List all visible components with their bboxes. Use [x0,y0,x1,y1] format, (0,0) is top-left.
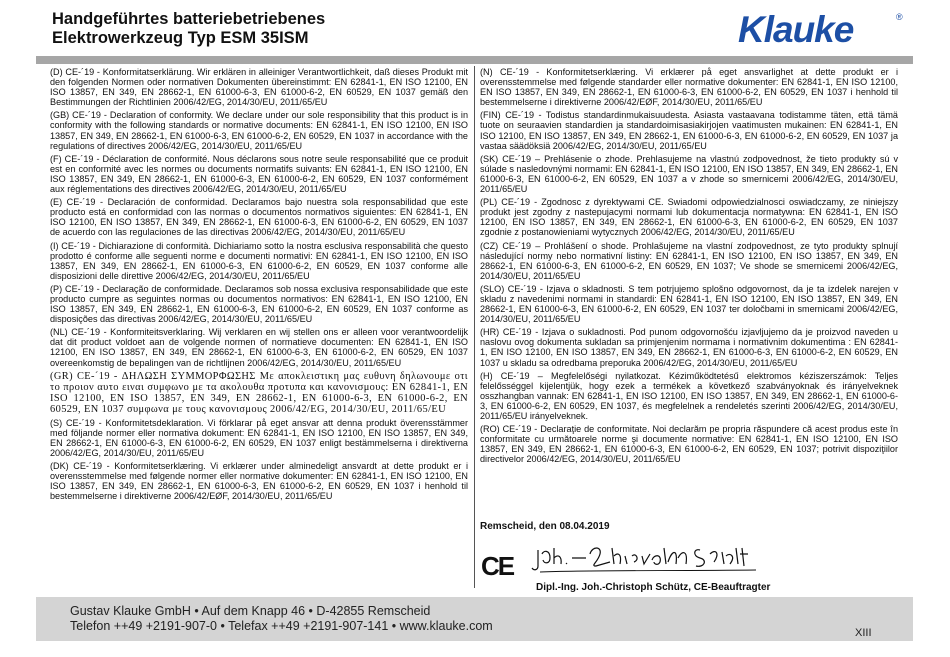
declaration-text: CE-´19 - Declaraţie de conformitate. Noi declarăm pe propria răspundere că acest produs este în conformitate cu următoarele norme şi documente normative: EN 62841-1, EN ISO 12100, EN ISO 13857, EN 349, EN 28662-1, EN 61000-6-3, EN 61000-6-2, EN 60529, EN 1037; potrivit dispoziţiilor directivelor 2006/42/EG, 2014/30/EU, 2011/65/EU [480,424,899,465]
language-code: (I) [50,240,59,251]
registered-mark: ® [896,12,903,22]
declaration-text: CE-´19 - Konformitetsdeklaration. Vi förklarar på eget ansvar att denna produkt överensstämmer med följande normer eller normativa dokument: EN 62841-1, EN ISO 12100, EN ISO 13857, EN 349, EN 28662-1, EN 61000-6-3, EN 61000-6-2, EN 60529, EN 1037 enligt bestämmelserna i direktiverna 2006/42/EG, 2014/30/EU, 2011/65/EU [50,417,469,458]
language-code: (CZ) [480,240,499,251]
language-code: (PL) [480,197,498,208]
declarations-right-column [480,67,898,467]
declaration-text: CE-´19 – Prehlásenie o zhode. Prehlasujeme na vlastnú zodpovednost, že tieto produkty sú v súlade s nasledovnými normami: EN 62841-1, EN ISO 12100, EN ISO 13857, EN 349, EN 28662-1, EN 61000-6-3, EN 61000-6-2, EN 60529, EN 1037 a v zhode so smernicemi 2006/42/EG, 2014/30/EU, 2011/65/EU [480,153,898,195]
language-code: (HR) [480,327,500,338]
declaration-paragraph [480,154,898,194]
declaration-paragraph [480,371,898,421]
language-code: (F) [50,153,62,164]
column-divider [474,66,475,588]
declaration-text: CE-´19 - Todistus standardinmukaisuudesta. Asiasta vastaavana todistamme täten, että tämä tuote on seuraavien standardien ja standardoimisasiakirjojen vaatimusten mukainen: EN 62841-1, EN ISO 12100, EN ISO 13857, EN 349, EN 28662-1, EN 61000-6-3, EN 61000-6-2, EN 60529, EN 1037 ja vastaa säädöksiä 2006/42/EG, 2014/30/EU, 2011/65/EU [480,110,898,151]
language-code: (S) [50,417,63,428]
ce-mark-icon: CE [481,551,514,581]
title-line-2: Elektrowerkzeug Typ ESM 35ISM [52,29,309,47]
declaration-paragraph [480,241,898,281]
declaration-text: CE-´19 - Izjava o sukladnosti. Pod punom odgovornošću izjavljujemo da je proizvod naveden u naslovu ovog dokumenta sukladan sa primjenjenim normama i normativnim dokumentima : EN 62841-1, EN ISO 12100, EN ISO 13857, EN 349, EN 28662-1, EN 61000-6-3, EN 61000-6-2, EN 60529, EN 1037 u skladu sa odredbama preporuka 2006/42/EG, 2014/30/EU, 2011/65/EU [480,327,898,368]
declaration-text: CE-´19 – Megfelelőségi nyilatkozat. Kéziműködtetésű elektromos kéziszerszámok: Teljes felelősséggel kijelentjük, hogy ezek a termékek a következő szabványoknak és irányelveknek osszhangban vannak: EN 62841-1, EN ISO 12100, EN ISO 13857, EN 349, EN 28662-1, EN 61000-6-3, EN 61000-6-2, EN 60529, EN 1037, és megfelelnek a rendeletés szerinti 2006/42/EG, 2014/30/EU, 2011/65/EU irányelveknek. [480,370,898,421]
declaration-paragraph [50,197,468,237]
declaration-text: CE-´19 - Declaración de conformidad. Declaramos bajo nuestra sola responsabilidad que este producto está en conformidad con las normas o documentos normativos siguientes: EN 62841-1, EN ISO 12100, EN ISO 13857, EN 349, EN 28662-1, EN 61000-6-3, EN 61000-6-2, EN 60529, EN 1037 de acuerdo con las regulaciones de las directivas 2006/42/EG, 2014/30/EU, 2011/65/EU [50,197,468,238]
language-code: (D) [50,67,63,77]
declaration-text: CE-´19 - Declaração de conformidade. Declaramos sob nossa exclusiva responsabilidade que este producto cumpre as seguintes normas ou documentos normativos: EN 62841-1, EN ISO 12100, EN ISO 13857, EN 349, EN 28662-1, EN 61000-6-3, EN 61000-6-2, EN 60529, EN 1037 conforme as disposições das directivas 2006/42/EG, 2014/30/EU, 2011/65/EU [50,283,469,325]
declarations-left-column [50,67,468,504]
declaration-text: CE-´19 - Konformitetserklæring. Vi erklærer på eget ansvarlighet at dette produkt er i overensstemmelse med følgende standarder eller normative dokumenter: EN 62841-1, EN ISO 12100, EN ISO 13857, EN 349, EN 28662-1, EN 61000-6-3, EN 61000-6-2, EN 60529, EN 1037 i henhold til bestemmelserne i direktiverne 2006/42/EØF, 2014/30/EU, 2011/65/EU [480,67,898,108]
declaration-paragraph [50,154,468,194]
footer-phone-web: Telefon ++49 +2191-907-0 • Telefax ++49 +2191-907-141 • www.klauke.com [70,619,493,633]
page-number: XIII [855,627,872,639]
language-code: (GR) [50,370,73,382]
declaration-text: CE-´19 - Déclaration de conformité. Nous déclarons sous notre seule responsabilité que ce produit est en conformité avec les normes ou documents normatifs suivants: EN 62841-1, EN ISO 12100, EN ISO 13857, EN 349, EN 28662-1, EN 61000-6-3, EN 61000-6-2, EN 60529, EN 1037 conformément aux réglementations des directives 2006/42/EG, 2014/30/EU, 2011/65/EU [50,153,468,195]
declaration-text: CE-´19 - Declaration of conformity. We declare under our sole responsibility that this product is in conformity with the following standards or normative documents: EN 62841-1, EN ISO 12100, EN ISO 13857, EN 349, EN 28662-1, EN 61000-6-3, EN 61000-6-2, EN 60529, EN 1037 in accordance with the regulations of directives 2006/42/EG, 2014/30/EU, 2011/65/EU [50,110,468,151]
declaration-paragraph [480,67,898,107]
language-code: (N) [480,67,493,77]
declaration-paragraph [50,371,468,415]
declaration-text: CE-´19 - Izjava o skladnosti. S tem potrjujemo splošno odgovornost, da je ta izdelek narejen v skladu z navedenimi normami in standardi: EN 62841-1, EN ISO 12100, EN ISO 13857, EN 349, EN 28662-1, EN 61000-6-3, EN 61000-6-2, EN 60529, EN 1037 ter določbami in smernicami 2006/42/EG, 2014/30/EU, 2011/65/EU [480,283,898,325]
place-and-date: Remscheid, den 08.04.2019 [480,521,610,532]
declaration-text: CE-´19 – Prohlášení o shode. Prohlašujeme na vlastní zodpovednost, ze tyto produkty splnují následující normy nebo normativní listiny: EN 62841-1, EN ISO 12100, EN ISO 13857, EN 349, EN 28662-1, EN 61000-6-3, EN 61000-6-2, EN 60529, EN 1037; Ve shode se smernicemi 2006/42/EG, 2014/30/EU, 2011/65/EU [480,240,898,281]
language-code: (E) [50,197,63,208]
declaration-text: CE-´19 - Konformitatserklärung. Wir erklären in alleiniger Verantwortlichkeit, daß dieses Produkt mit den folgenden Normen oder normativen Dokumenten übereinstimmt: EN 62841-1, EN ISO 12100, EN ISO 13857, EN 349, EN 28662-1, EN 61000-6-3, EN 61000-6-2, EN 60529, EN 1037 gemäß den Bestimmungen der Richtlinien 2006/42/EG, 2014/30/EU, 2011/65/EU [50,67,469,108]
document-title [52,10,325,48]
declaration-paragraph [50,67,468,107]
declaration-paragraph [480,197,898,237]
declaration-text: CE-´19 - Dichiarazione di conformità. Dichiariamo sotto la nostra esclusiva responsabilità che questo prodotto é conforme alle seguenti norme e documenti normativi: EN 62841-1, EN ISO 12100, EN ISO 13857, EN 349, EN 28662-1, EN 61000-6-3, EN 61000-6-2, EN 60529, EN 1037 conforme alle disposizioni delle direttive 2006/42/EG, 2014/30/EU, 2011/65/EU [50,240,469,281]
declaration-paragraph [480,110,898,150]
language-code: (SLO) [480,283,505,294]
declaration-text: CE-´19 - Zgodnosc z dyrektywami CE. Swiadomi odpowiedzialnosci oswiadczamy, ze niniejszy produkt jest zgodny z nastepujacymi normami lub dokumentacja normatywna: EN 62841-1, EN ISO 12100, EN ISO 13857, EN 349, EN 28662-1, EN 61000-6-3, EN 61000-6-2, EN 60529, EN 1037 zgodnie z postanowieniami wytycznych 2006/42/EG, 2014/30/EU, 2011/65/EU [480,197,898,238]
declaration-paragraph [50,110,468,150]
language-code: (NL) [50,327,68,338]
declaration-text: CE-´19 - ΔΗΛΩΣΗ ΣΥΜΜΟΡΦΩΣΗΣ Με αποκλειστικη μας ευθυνη δηλωνουμε οτι το προιον αυτο ειναι συμφωνο με τα ακολουθα προτυπα και κανονισμους: EN 62841-1, EN ISO 12100, EN ISO 13857, EN 349, EN 28662-1, EN 61000-6-3, EN 61000-6-2, EN 60529, EN 1037 συμφωνα με τους κανονισμους 2006/42/EG, 2014/30/EU, 2011/65/EU [50,370,469,415]
language-code: (P) [50,283,63,294]
language-code: (RO) [480,424,500,435]
language-code: (FIN) [480,110,501,121]
header-rule [36,56,913,64]
language-code: (H) [480,370,493,381]
declaration-text: CE-´19 - Konformitetserklæring. Vi erklærer under alminedeligt ansvardt at dette produkt er i overensstemmelse med følgende normer eller normative dokumenter: EN 62841-1, EN ISO 12100, EN ISO 13857, EN 349, EN 28662-1, EN 61000-6-3, EN 61000-6-2, EN 60529, EN 1037 i henhold til bestemmelserne i direktiverne 2006/42/EØF, 2014/30/EU, 2011/65/EU [50,461,468,502]
declaration-text: CE-´19 - Konformiteitsverklaring. Wij verklaren en wij stellen ons er alleen voor verantwoordelijk dat dit product voldoet aan de volgende normen of normatieve documenten: EN 62841-1, EN ISO 12100, EN ISO 13857, EN 349, EN 28662-1, EN 61000-6-3, EN 61000-6-2, EN 60529, EN 1037 overeenkomstig de bepalingen van de richtlijnen 2006/42/EG, 2014/30/EU, 2011/65/EU [50,327,468,368]
klauke-logo: Klauke [738,9,854,50]
language-code: (SK) [480,153,499,164]
footer-contact [70,604,493,634]
language-code: (DK) [50,461,69,471]
language-code: (GB) [50,110,70,121]
declaration-paragraph [50,327,468,367]
declaration-paragraph [480,327,898,367]
declaration-paragraph [480,284,898,324]
signature-image [530,536,765,576]
declaration-paragraph [50,241,468,281]
title-line-1: Handgeführtes batteriebetriebenes [52,10,326,28]
declaration-paragraph [480,424,898,464]
signer-name: Dipl.-Ing. Joh.-Christoph Schütz, CE-Beauftragter [536,582,771,593]
declaration-paragraph [50,284,468,324]
declaration-paragraph [50,418,468,458]
footer-address: Gustav Klauke GmbH • Auf dem Knapp 46 • D-42855 Remscheid [70,604,431,618]
declaration-paragraph [50,461,468,501]
